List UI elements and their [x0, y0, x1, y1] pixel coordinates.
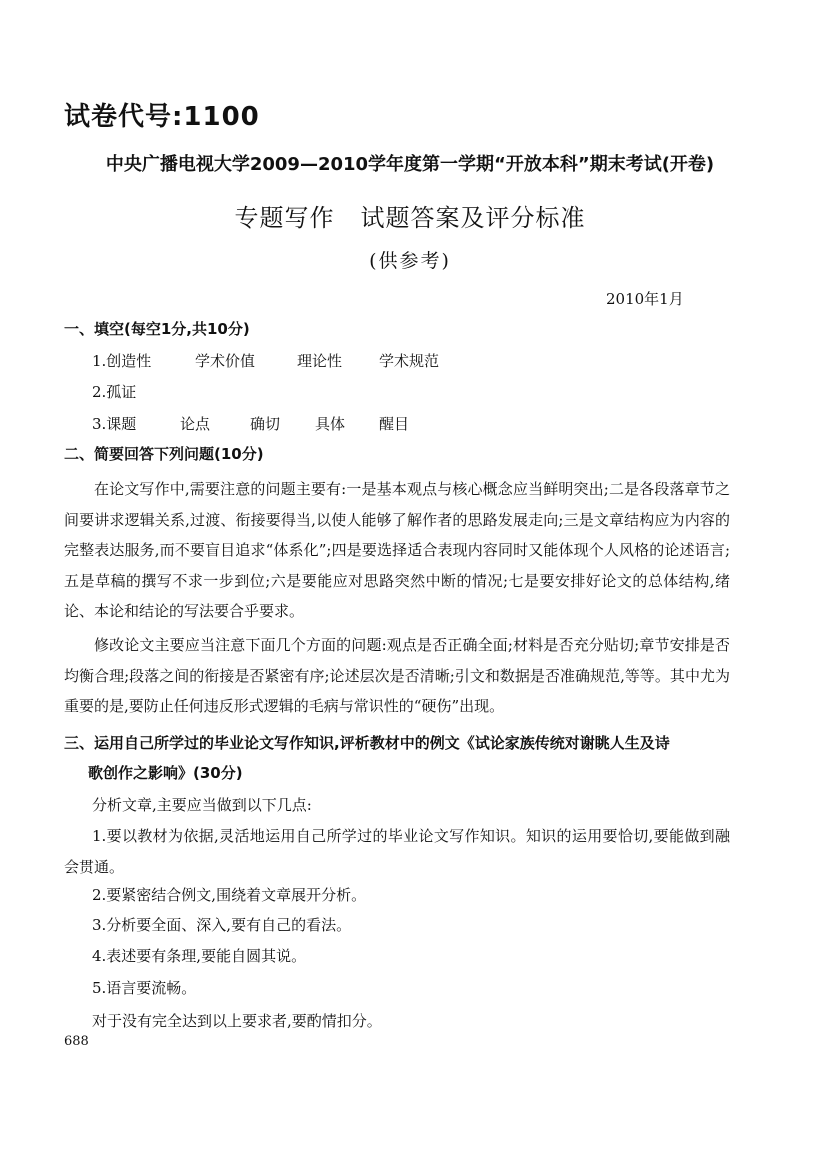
section2-paragraph-2: 修改论文主要应当注意下面几个方面的问题:观点是否正确全面;材料是否充分贴切;章节安排是否均衡合理;段落之间的衔接是否紧密有序;论述层次是否清晰;引文和数据是否准确规范,等等。其中尤为重要的是,要防止任何违反形式逻辑的毛病与常识性的“硬伤”出现。 [64, 636, 730, 715]
section3-heading [64, 728, 734, 788]
answer-3-4: 具体 [315, 415, 346, 433]
section1-row1 [92, 350, 439, 371]
section2-paragraph-1: 在论文写作中,需要注意的问题主要有:一是基本观点与核心概念应当鲜明突出;二是各段落章节之间要讲求逻辑关系,过渡、衔接要得当,以使人能够了解作者的思路发展走向;三是文章结构应为内容的完整表达服务,而不要盲目追求“体系化”;四是要选择适合表现内容同时又能体现个人风格的论述语言;五是草稿的撰写不求一步到位;六是要能应对思路突然中断的情况;七是要安排好论文的总体结构,绪论、本论和结论的写法要合乎要求。 [64, 480, 730, 620]
section3-point-5: 5.语言要流畅。 [92, 979, 197, 997]
section3-closing: 对于没有完全达到以上要求者,要酌情扣分。 [92, 1012, 382, 1030]
section1-heading: 一、填空(每空1分,共10分) [64, 320, 250, 338]
document-date: 2010年1月 [606, 290, 684, 308]
answer-1-1: 1.创造性 [92, 352, 152, 370]
title-subject: 专题写作 [234, 204, 335, 232]
section3-heading-line1: 三、运用自己所学过的毕业论文写作知识,评析教材中的例文《试论家族传统对谢眺人生及诗 [64, 734, 670, 752]
title-answers: 试题答案及评分标准 [360, 204, 586, 232]
answer-2-1: 2.孤证 [92, 383, 137, 401]
answer-3-1: 3.课题 [92, 415, 137, 433]
document-title [0, 198, 820, 233]
page-number: 688 [64, 1034, 89, 1049]
answer-1-4: 学术规范 [379, 352, 440, 370]
exam-title-line: 中央广播电视大学2009—2010学年度第一学期“开放本科”期末考试(开卷) [105, 154, 715, 175]
section3-point-4: 4.表述要有条理,要能自圆其说。 [92, 947, 307, 965]
answer-3-2: 论点 [180, 415, 211, 433]
section3-point-1: 1.要以教材为依据,灵活地运用自己所学过的毕业论文写作知识。知识的运用要恰切,要能做到融会贯通。 [64, 827, 730, 876]
answer-1-2: 学术价值 [195, 352, 256, 370]
answer-1-3: 理论性 [297, 352, 343, 370]
section3-intro: 分析文章,主要应当做到以下几点: [92, 796, 312, 814]
answer-3-5: 醒目 [379, 415, 410, 433]
document-subtitle: (供参考) [369, 250, 451, 272]
section1-row3 [92, 413, 409, 434]
section3-point-2: 2.要紧密结合例文,围绕着文章展开分析。 [92, 886, 367, 904]
section3-point-3: 3.分析要全面、深入,要有自己的看法。 [92, 916, 352, 934]
section2-heading: 二、简要回答下列问题(10分) [64, 445, 264, 463]
answer-3-3: 确切 [250, 415, 281, 433]
section3-heading-line2: 歌创作之影响》(30分) [88, 764, 243, 782]
section1-row2 [92, 381, 136, 402]
exam-code: 试卷代号:1100 [64, 102, 260, 132]
